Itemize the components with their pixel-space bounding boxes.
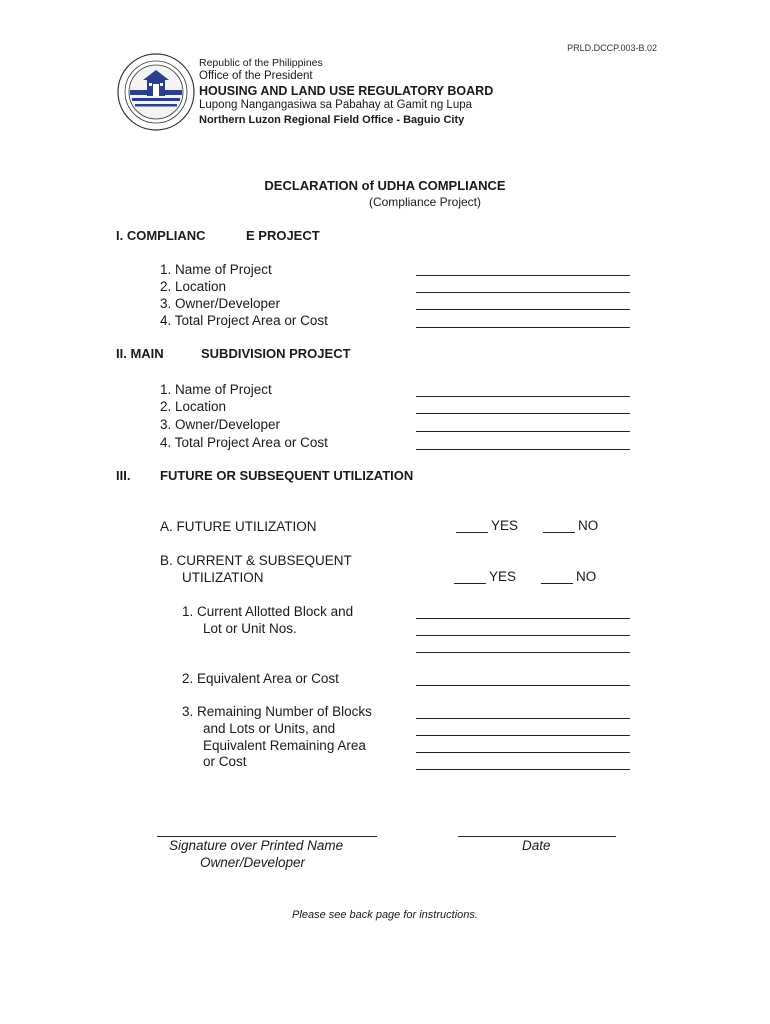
section-1-number: I. COMPLIANC <box>116 228 206 243</box>
equivalent-area-field[interactable] <box>416 685 630 686</box>
section-2-number: II. MAIN <box>116 346 164 361</box>
remaining-blocks-field-2[interactable] <box>416 735 630 736</box>
s2-item-name: 1. Name of Project <box>160 382 272 397</box>
current-utilization-label-2: UTILIZATION <box>182 570 264 585</box>
s2-item-area: 4. Total Project Area or Cost <box>160 435 328 450</box>
s1-name-field[interactable] <box>416 275 630 276</box>
instructions-note: Please see back page for instructions. <box>292 909 478 921</box>
section-1-title: E PROJECT <box>246 228 320 243</box>
s1-item-owner: 3. Owner/Developer <box>160 296 281 311</box>
current-no-label: NO <box>576 569 597 584</box>
s2-item-location: 2. Location <box>160 399 227 414</box>
s1-item-area: 4. Total Project Area or Cost <box>160 313 328 328</box>
s2-area-field[interactable] <box>416 449 630 450</box>
remaining-blocks-label-1: 3. Remaining Number of Blocks <box>182 704 372 719</box>
signature-label: Signature over Printed Name <box>169 838 344 853</box>
date-label: Date <box>522 838 551 853</box>
current-utilization-label-1: B. CURRENT & SUBSEQUENT <box>160 553 352 568</box>
remaining-blocks-field-4[interactable] <box>416 769 630 770</box>
future-no-field[interactable] <box>543 532 575 533</box>
s1-area-field[interactable] <box>416 327 630 328</box>
s1-item-name: 1. Name of Project <box>160 262 272 277</box>
s2-location-field[interactable] <box>416 413 630 414</box>
signature-line[interactable] <box>157 836 377 837</box>
allotted-block-field-2[interactable] <box>416 635 630 636</box>
future-no-label: NO <box>578 518 599 533</box>
current-no-field[interactable] <box>541 583 573 584</box>
form-code: PRLD.DCCP.003-B.02 <box>567 43 657 53</box>
remaining-blocks-label-4: or Cost <box>203 754 247 769</box>
equivalent-area-label: 2. Equivalent Area or Cost <box>182 671 339 686</box>
allotted-block-field-3[interactable] <box>416 652 630 653</box>
s1-item-location: 2. Location <box>160 279 227 294</box>
owner-developer-label: Owner/Developer <box>200 855 306 870</box>
current-yes-field[interactable] <box>454 583 486 584</box>
section-2-title: SUBDIVISION PROJECT <box>201 346 351 361</box>
s2-item-owner: 3. Owner/Developer <box>160 417 281 432</box>
regional-office: Northern Luzon Regional Field Office - Baguio City <box>199 114 465 126</box>
document-subtitle: (Compliance Project) <box>368 195 482 209</box>
office-line: Office of the President <box>199 70 313 82</box>
section-3-title: FUTURE OR SUBSEQUENT UTILIZATION <box>160 468 414 483</box>
s2-name-field[interactable] <box>416 396 630 397</box>
republic-line: Republic of the Philippines <box>199 57 323 69</box>
remaining-blocks-field-3[interactable] <box>416 752 630 753</box>
allotted-block-label-2: Lot or Unit Nos. <box>203 621 297 636</box>
s1-owner-field[interactable] <box>416 309 630 310</box>
future-yes-field[interactable] <box>456 532 488 533</box>
agency-filipino-name: Lupong Nangangasiwa sa Pabahay at Gamit ng Lupa <box>199 99 473 111</box>
hlurb-seal-logo <box>116 52 196 132</box>
date-line[interactable] <box>458 836 616 837</box>
allotted-block-label-1: 1. Current Allotted Block and <box>182 604 354 619</box>
section-3-number: III. <box>116 468 131 483</box>
future-yes-label: YES <box>491 518 519 533</box>
s1-location-field[interactable] <box>416 292 630 293</box>
s2-owner-field[interactable] <box>416 431 630 432</box>
current-yes-label: YES <box>489 569 517 584</box>
allotted-block-field-1[interactable] <box>416 618 630 619</box>
agency-name: HOUSING AND LAND USE REGULATORY BOARD <box>199 84 494 98</box>
remaining-blocks-label-2: and Lots or Units, and <box>203 721 336 736</box>
remaining-blocks-field-1[interactable] <box>416 718 630 719</box>
future-utilization-label: A. FUTURE UTILIZATION <box>160 519 317 534</box>
document-title: DECLARATION of UDHA COMPLIANCE <box>264 178 506 193</box>
remaining-blocks-label-3: Equivalent Remaining Area <box>203 738 366 753</box>
